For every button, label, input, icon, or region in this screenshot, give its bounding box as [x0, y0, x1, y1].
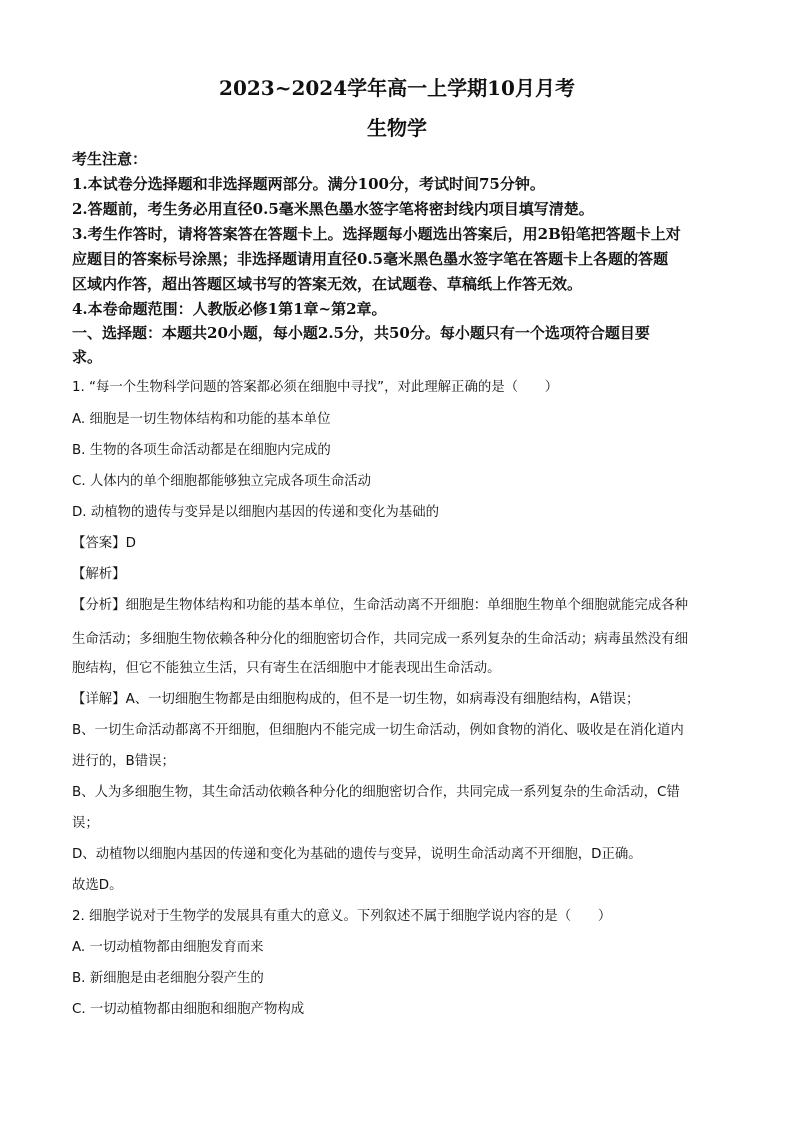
- section-heading: 一、选择题：本题共20小题，每小题2.5分，共50分。每小题只有一个选项符合题目要: [72, 324, 650, 342]
- question-stem: 2. 细胞学说对于生物学的发展具有重大的意义。下列叙述不属于细胞学说内容的是（ ）: [72, 909, 612, 924]
- notice-item: 应题目的答案标号涂黑；非选择题请用直径0.5毫米黑色墨水签字笔在答题卡上各题的答题: [72, 250, 669, 268]
- notice-heading: 考生注意：: [72, 150, 148, 168]
- detail-text: A、一切细胞生物都是由细胞构成的，但不是一切生物，如病毒没有细胞结构，A错误；: [125, 692, 640, 707]
- xiangjie-tag: 【详解】: [72, 692, 126, 707]
- fenxi-tag: 【分析】: [72, 598, 126, 613]
- page-title: 2023~2024学年高一上学期10月月考: [219, 76, 575, 100]
- section-heading-cont: 求。: [72, 348, 103, 366]
- analysis-tag: 【解析】: [72, 567, 126, 582]
- notice-item: 1.本试卷分选择题和非选择题两部分。满分100分，考试时间75分钟。: [72, 175, 545, 193]
- notice-item: 2.答题前，考生务必用直径0.5毫米黑色墨水签字笔将密封线内项目填写清楚。: [72, 200, 594, 218]
- question-stem: 1. “每一个生物科学问题的答案都必须在细胞中寻找”，对此理解正确的是（ ）: [72, 380, 559, 395]
- detail-line: 进行的，B错误；: [72, 754, 175, 769]
- answer-tag: 【答案】: [72, 536, 126, 551]
- notice-item: 区域内作答，超出答题区域书写的答案无效，在试题卷、草稿纸上作答无效。: [72, 275, 583, 293]
- notice-item: 3.考生作答时，请将答案答在答题卡上。选择题每小题选出答案后，用2B铅笔把答题卡上对: [72, 225, 681, 243]
- analysis-line: 胞结构，但它不能独立生活，只有寄生在活细胞中才能表现出生命活动。: [72, 661, 501, 676]
- detail-line: B、一切生命活动都离不开细胞，但细胞内不能完成一切生命活动，例如食物的消化、吸收是在消化道内: [72, 723, 684, 738]
- fenxi-text: 细胞是生物体结构和功能的基本单位，生命活动离不开细胞：单细胞生物单个细胞就能完成各种: [125, 598, 688, 613]
- option-b: B. 生物的各项生命活动都是在细胞内完成的: [72, 443, 331, 458]
- analysis-line: 生命活动；多细胞生物依赖各种分化的细胞密切合作，共同完成一系列复杂的生命活动；病毒虽然没有细: [72, 632, 688, 647]
- option-a: A. 细胞是一切生物体结构和功能的基本单位: [72, 412, 331, 427]
- answer-value: D: [125, 536, 136, 551]
- detail-line: D、动植物以细胞内基因的传递和变化为基础的遗传与变异，说明生命活动离不开细胞，D正确。: [72, 847, 642, 862]
- answer-line: [72, 532, 724, 551]
- detail-line: 故选D。: [72, 878, 123, 893]
- option-a: A. 一切动植物都由细胞发育而来: [72, 940, 264, 955]
- page-subtitle: 生物学: [367, 116, 427, 140]
- notice-item: 4.本卷命题范围：人教版必修1第1章~第2章。: [72, 300, 387, 318]
- option-c: C. 人体内的单个细胞都能够独立完成各项生命活动: [72, 474, 372, 489]
- option-c: C. 一切动植物都由细胞和细胞产物构成: [72, 1002, 305, 1017]
- analysis-line: [72, 594, 724, 613]
- detail-line: 误；: [72, 816, 99, 831]
- detail-line: [72, 688, 724, 707]
- option-d: D. 动植物的遗传与变异是以细胞内基因的传递和变化为基础的: [72, 505, 439, 520]
- option-b: B. 新细胞是由老细胞分裂产生的: [72, 971, 264, 986]
- detail-line: B、人为多细胞生物，其生命活动依赖各种分化的细胞密切合作，共同完成一系列复杂的生命活动，C错: [72, 785, 680, 800]
